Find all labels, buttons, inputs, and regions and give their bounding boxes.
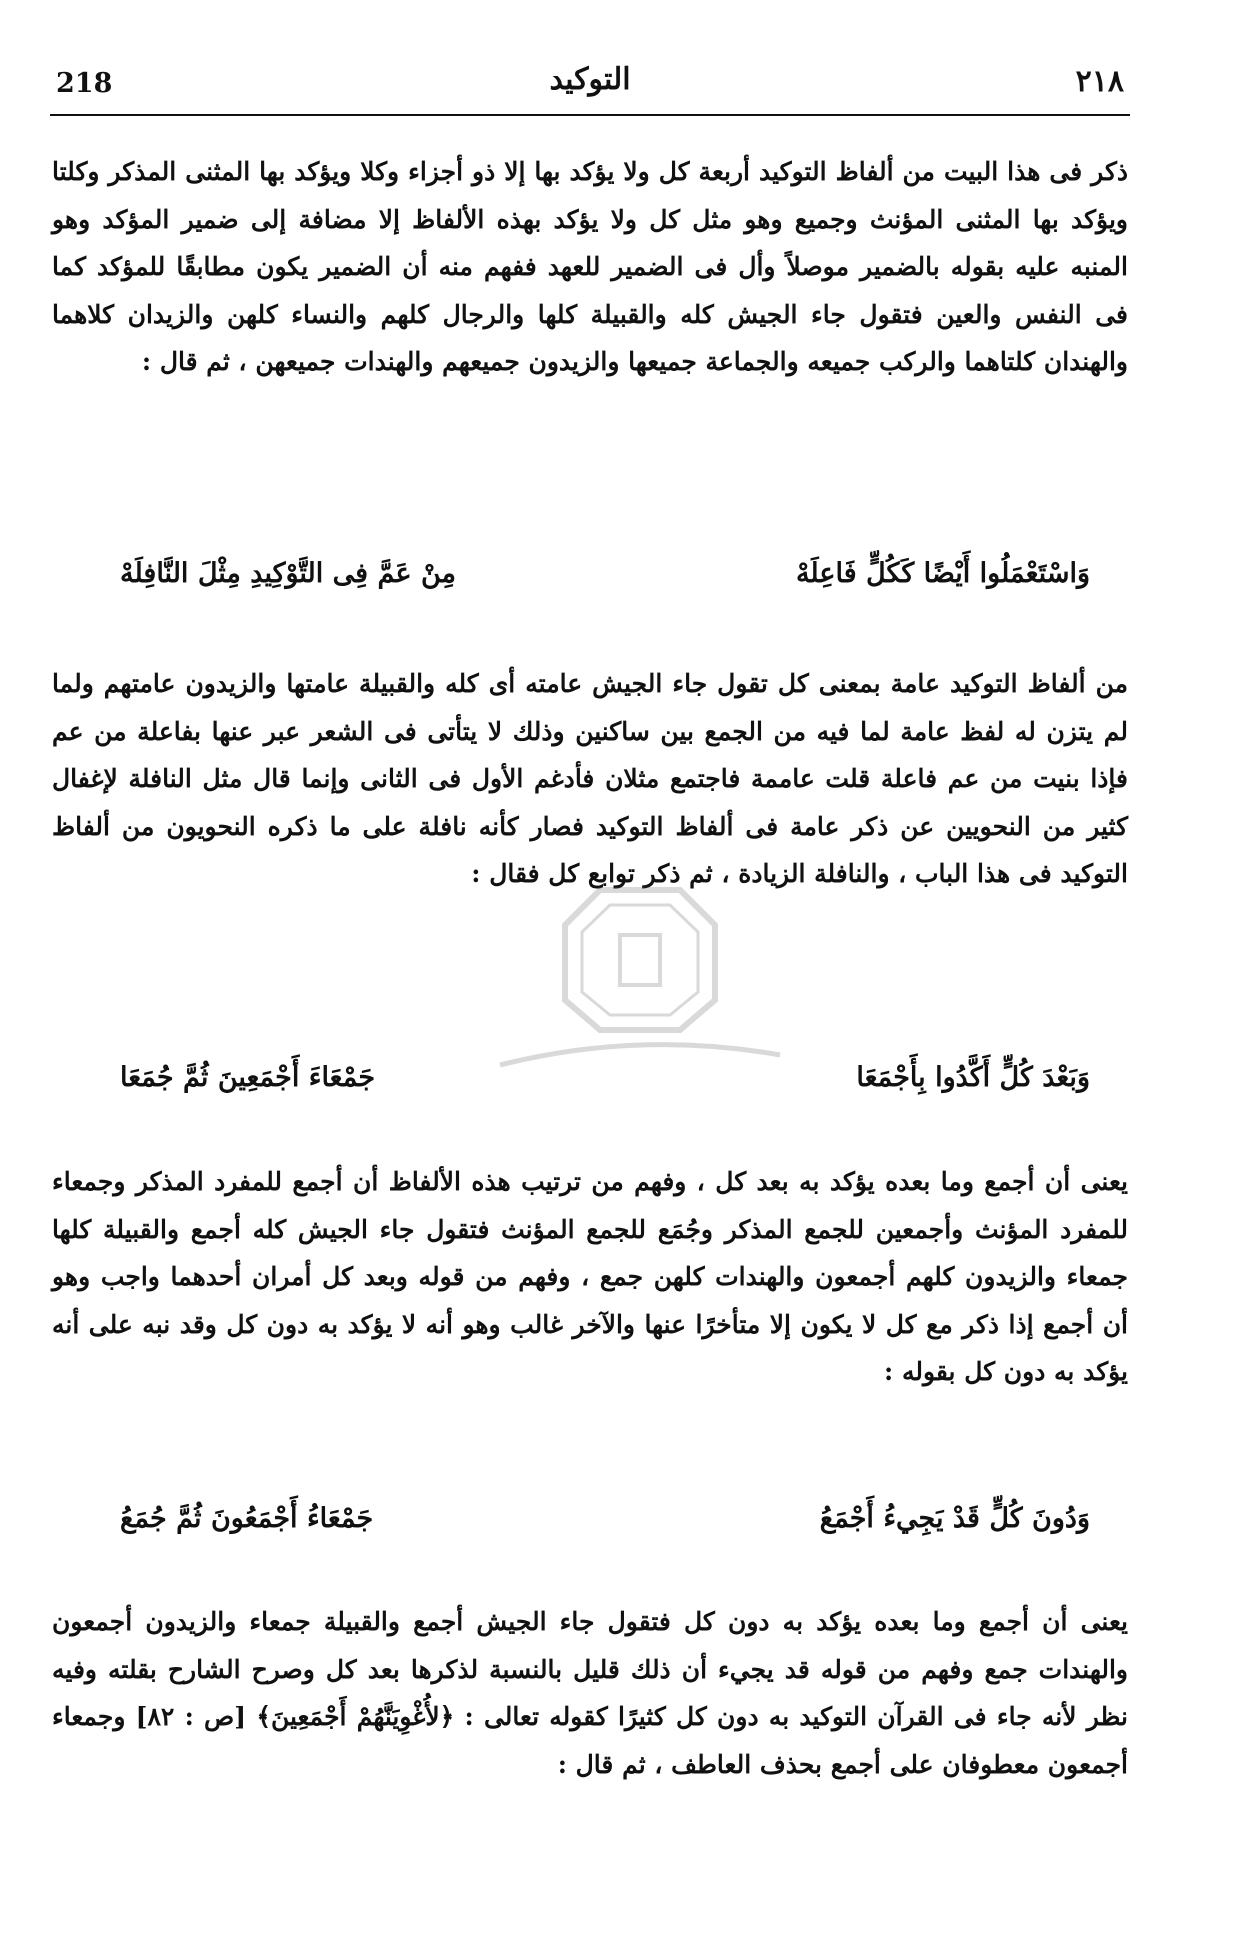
verse-3-hemistich-2: جَمْعَاءُ أَجْمَعُونَ ثُمَّ جُمَعُ <box>120 1503 374 1534</box>
verse-3-hemistich-1: وَدُونَ كُلٍّ قَدْ يَجِيءُ أَجْمَعُ <box>819 1503 1090 1534</box>
verse-1-hemistich-2: مِنْ عَمَّ فِى التَّوْكِيدِ مِثْلَ النَّافِلَهْ <box>120 558 456 589</box>
verse-1-hemistich-1: وَاسْتَعْمَلُوا أَيْضًا كَكُلٍّ فَاعِلَهْ <box>795 558 1090 589</box>
page-number-latin: 218 <box>56 68 113 99</box>
paragraph-1: ذكر فى هذا البيت من ألفاظ التوكيد أربعة كل ولا يؤكد بها إلا ذو أجزاء وكلا ويؤكد بها المثنى المذكر وكلتا ويؤكد بها المثنى المؤنث وجميع وهو مثل كل ولا يؤكد بهذه الألفاظ إلا مضافة إلى ضمير المؤكد وهو المنبه عليه بقوله بالضمير موصلاً وأل فى الضمير للعهد ففهم منه أن الضمير يكون مطابقًا للمؤكد كما فى النفس والعين فتقول جاء الجيش كله والقبيلة كلها والرجال كلهم والنساء كلهن والزيدان كلاهما والهندان كلتاهما والركب جميعه والجماعة جميعها والزيدون جميعهم والهندات جميعهن ، ثم قال : <box>52 157 1128 376</box>
page-number-arabic: ٢١٨ <box>1075 64 1124 99</box>
paragraph-4: يعنى أن أجمع وما بعده يؤكد به دون كل فتقول جاء الجيش أجمع والقبيلة جمعاء والزيدون أجمعون والهندات جمع وفهم من قوله قد يجيء أن ذلك قليل بالنسبة لذكرها بعد كل وصرح الشارح بقلته وفيه نظر لأنه جاء فى القرآن التوكيد به دون كل كثيرًا كقوله تعالى : ﴿لأُغْوِيَنَّهُمْ أَجْمَعِينَ﴾ [ص : ٨٢] وجمعاء أجمعون معطوفان على أجمع بحذف العاطف ، ثم قال : <box>52 1607 1128 1779</box>
institution-seal-watermark-icon <box>480 880 800 1080</box>
verse-2 <box>90 1062 1090 1122</box>
verse-2-hemistich-1: وَبَعْدَ كُلٍّ أَكَّدُوا بِأَجْمَعَا <box>856 1062 1090 1093</box>
page-header <box>50 56 1130 116</box>
verse-1 <box>90 558 1090 618</box>
paragraph-2: من ألفاظ التوكيد عامة بمعنى كل تقول جاء الجيش عامته أى كله والقبيلة عامتها والزيدون عامتهم ولما لم يتزن له لفظ عامة لما فيه من الجمع بين ساكنين وذلك لا يتأتى فى الشعر عبر عنها بفاعلة من عم فإذا بنيت من عم فاعلة قلت عاممة فاجتمع مثلان فأدغم الأول فى الثانى وإنما قال مثل النافلة لإغفال كثير من النحويين عن ذكر عامة فى ألفاظ التوكيد فصار كأنه نافلة على ما ذكره النحويون من ألفاظ التوكيد فى هذا الباب ، والنافلة الزيادة ، ثم ذكر توابع كل فقال : <box>52 669 1128 888</box>
running-title: التوكيد <box>549 62 631 97</box>
paragraph-3: يعنى أن أجمع وما بعده يؤكد به بعد كل ، وفهم من ترتيب هذه الألفاظ أن أجمع للمفرد المذكر وجمعاء للمفرد المؤنث وأجمعين للجمع المذكر وجُمَع للجمع المؤنث فتقول جاء الجيش كله أجمع والقبيلة كلها جمعاء والزيدون كلهم أجمعون والهندات كلهن جمع ، وفهم من قوله وبعد كل أمران أحدهما واجب وهو أن أجمع إذا ذكر مع كل لا يكون إلا متأخرًا عنها والآخر غالب وهو أنه لا يؤكد به دون كل وقد نبه على أنه يؤكد به دون كل بقوله : <box>52 1167 1128 1386</box>
verse-2-hemistich-2: جَمْعَاءَ أَجْمَعِينَ ثُمَّ جُمَعَا <box>120 1062 376 1093</box>
verse-3 <box>90 1503 1090 1563</box>
